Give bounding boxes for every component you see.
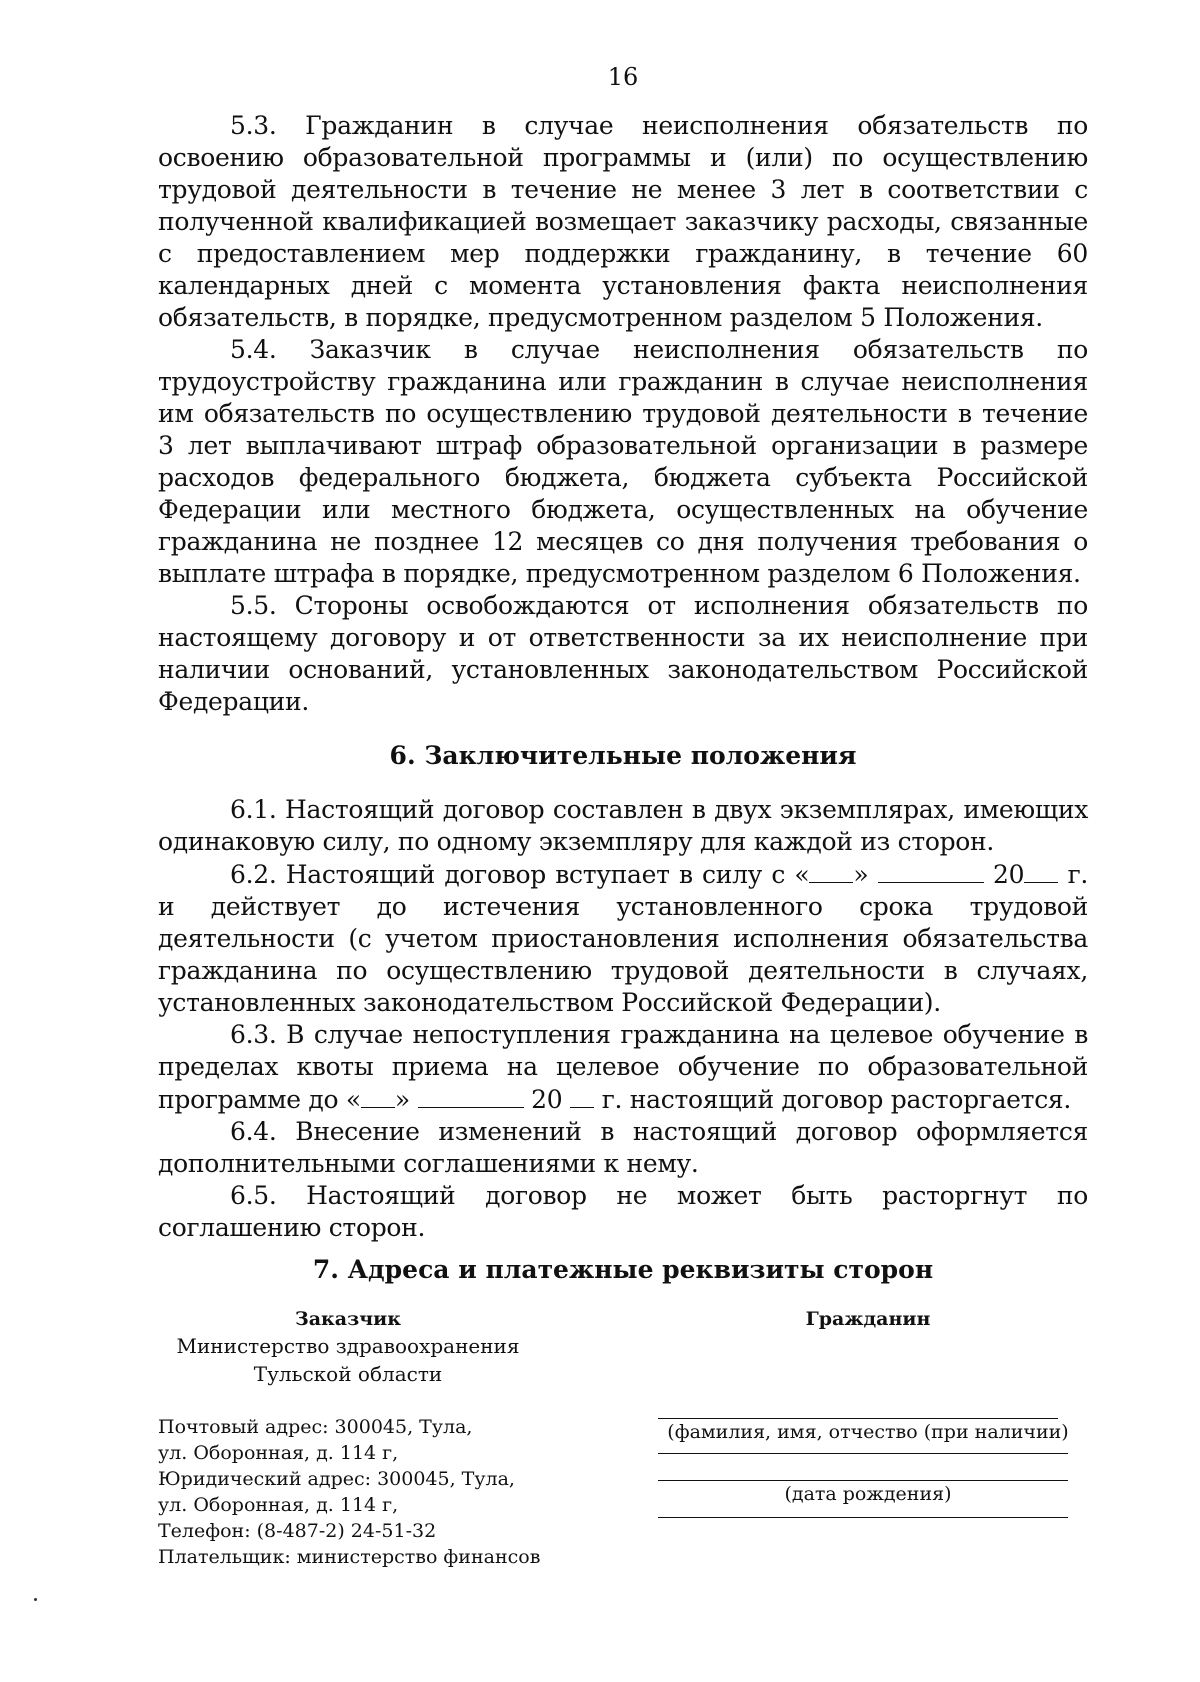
payer-line: Плательщик: министерство финансов: [158, 1546, 541, 1568]
customer-column: [158, 1306, 541, 1570]
clause-6-2-start: 6.2. Настоящий договор вступает в силу с «: [230, 860, 810, 889]
clause-6-3-year: 20: [531, 1085, 563, 1114]
month-blank: [418, 1083, 524, 1108]
clause-5-4: 5.4. Заказчик в случае неисполнения обязательств по трудоустройству гражданина или гражданин в случае неисполнения им обязательств по осуществлению трудовой деятельности в течение 3 лет выплачивают штраф образовательной организации в размере расходов федерального бюджета, бюджета субъекта Российской Федерации или местного бюджета, осуществленных на обучение гражданина не позднее 12 месяцев со дня получения требования о выплате штрафа в порядке, предусмотренном разделом 6 Положения.: [158, 335, 1088, 588]
section-6-title: 6. Заключительные положения: [389, 741, 857, 770]
parties-block: [158, 1306, 1088, 1570]
clause-5-3: 5.3. Гражданин в случае неисполнения обязательств по освоению образовательной программы и (или) по осуществлению трудовой деятельности в течение не менее 3 лет в соответствии с полученной квалификацией возмещает заказчику расходы, связанные с предоставлением мер поддержки гражданину, в течение 60 календарных дней с момента установления факта неисполнения обязательств, в порядке, предусмотренном разделом 5 Положения.: [158, 111, 1088, 332]
customer-address: [158, 1414, 541, 1570]
address-line: Юридический адрес: 300045, Тула,: [158, 1468, 515, 1490]
address-line: Почтовый адрес: 300045, Тула,: [158, 1416, 473, 1438]
citizen-heading: Гражданин: [805, 1308, 931, 1330]
address-line: ул. Оборонная, д. 114 г,: [158, 1442, 399, 1464]
clause-6-4: 6.4. Внесение изменений в настоящий договор оформляется дополнительными соглашениями к нему.: [158, 1117, 1088, 1178]
day-blank: [361, 1083, 395, 1108]
month-blank: [878, 858, 984, 883]
clause-6-1: 6.1. Настоящий договор составлен в двух экземплярах, имеющих одинаковую силу, по одному экземпляру для каждой из сторон.: [158, 795, 1088, 856]
name-caption: (фамилия, имя, отчество (при наличии): [667, 1421, 1069, 1443]
customer-heading: Заказчик: [295, 1308, 401, 1330]
phone-line: Телефон: (8-487-2) 24-51-32: [158, 1520, 437, 1542]
section-7-title: 7. Адреса и платежные реквизиты сторон: [312, 1255, 934, 1284]
day-blank: [809, 858, 853, 883]
address-line: ул. Оборонная, д. 114 г,: [158, 1494, 399, 1516]
clause-6-3-rest: г. настоящий договор расторгается.: [601, 1085, 1072, 1114]
birth-caption: (дата рождения): [784, 1483, 952, 1505]
year-blank: [1024, 858, 1058, 883]
clause-6-3-quote: »: [394, 1085, 410, 1114]
customer-org-line-1: Министерство здравоохранения: [176, 1334, 520, 1358]
citizen-column: [658, 1306, 1078, 1570]
clause-6-2-rest: г. и действует до истечения установленного срока трудовой деятельности (с учетом приостановления исполнения обязательства гражданина по осуществлению трудовой деятельности в случаях, установленных законодательством Российской Федерации).: [158, 860, 1089, 1017]
year-blank: [570, 1083, 594, 1108]
scan-speck: [34, 1598, 37, 1601]
page-number: 16: [607, 63, 639, 91]
clause-5-5: 5.5. Стороны освобождаются от исполнения обязательств по настоящему договору и от ответственности за их неисполнение при наличии оснований, установленных законодательством Российской Федерации.: [158, 591, 1088, 716]
clause-6-2: [158, 858, 1088, 1019]
document-page: [158, 62, 1088, 1570]
clause-6-2-year: 20: [993, 860, 1025, 889]
clause-6-3: [158, 1019, 1088, 1116]
customer-org-line-2: Тульской области: [253, 1362, 443, 1386]
extra-line-2: [658, 1517, 1068, 1518]
clause-6-2-quote: »: [853, 860, 869, 889]
clause-6-3-start: 6.3. В случае непоступления гражданина на целевое обучение в пределах квоты приема на целевое обучение по образовательной программе до «: [158, 1020, 1088, 1114]
clause-6-5: 6.5. Настоящий договор не может быть расторгнут по соглашению сторон.: [158, 1181, 1088, 1242]
